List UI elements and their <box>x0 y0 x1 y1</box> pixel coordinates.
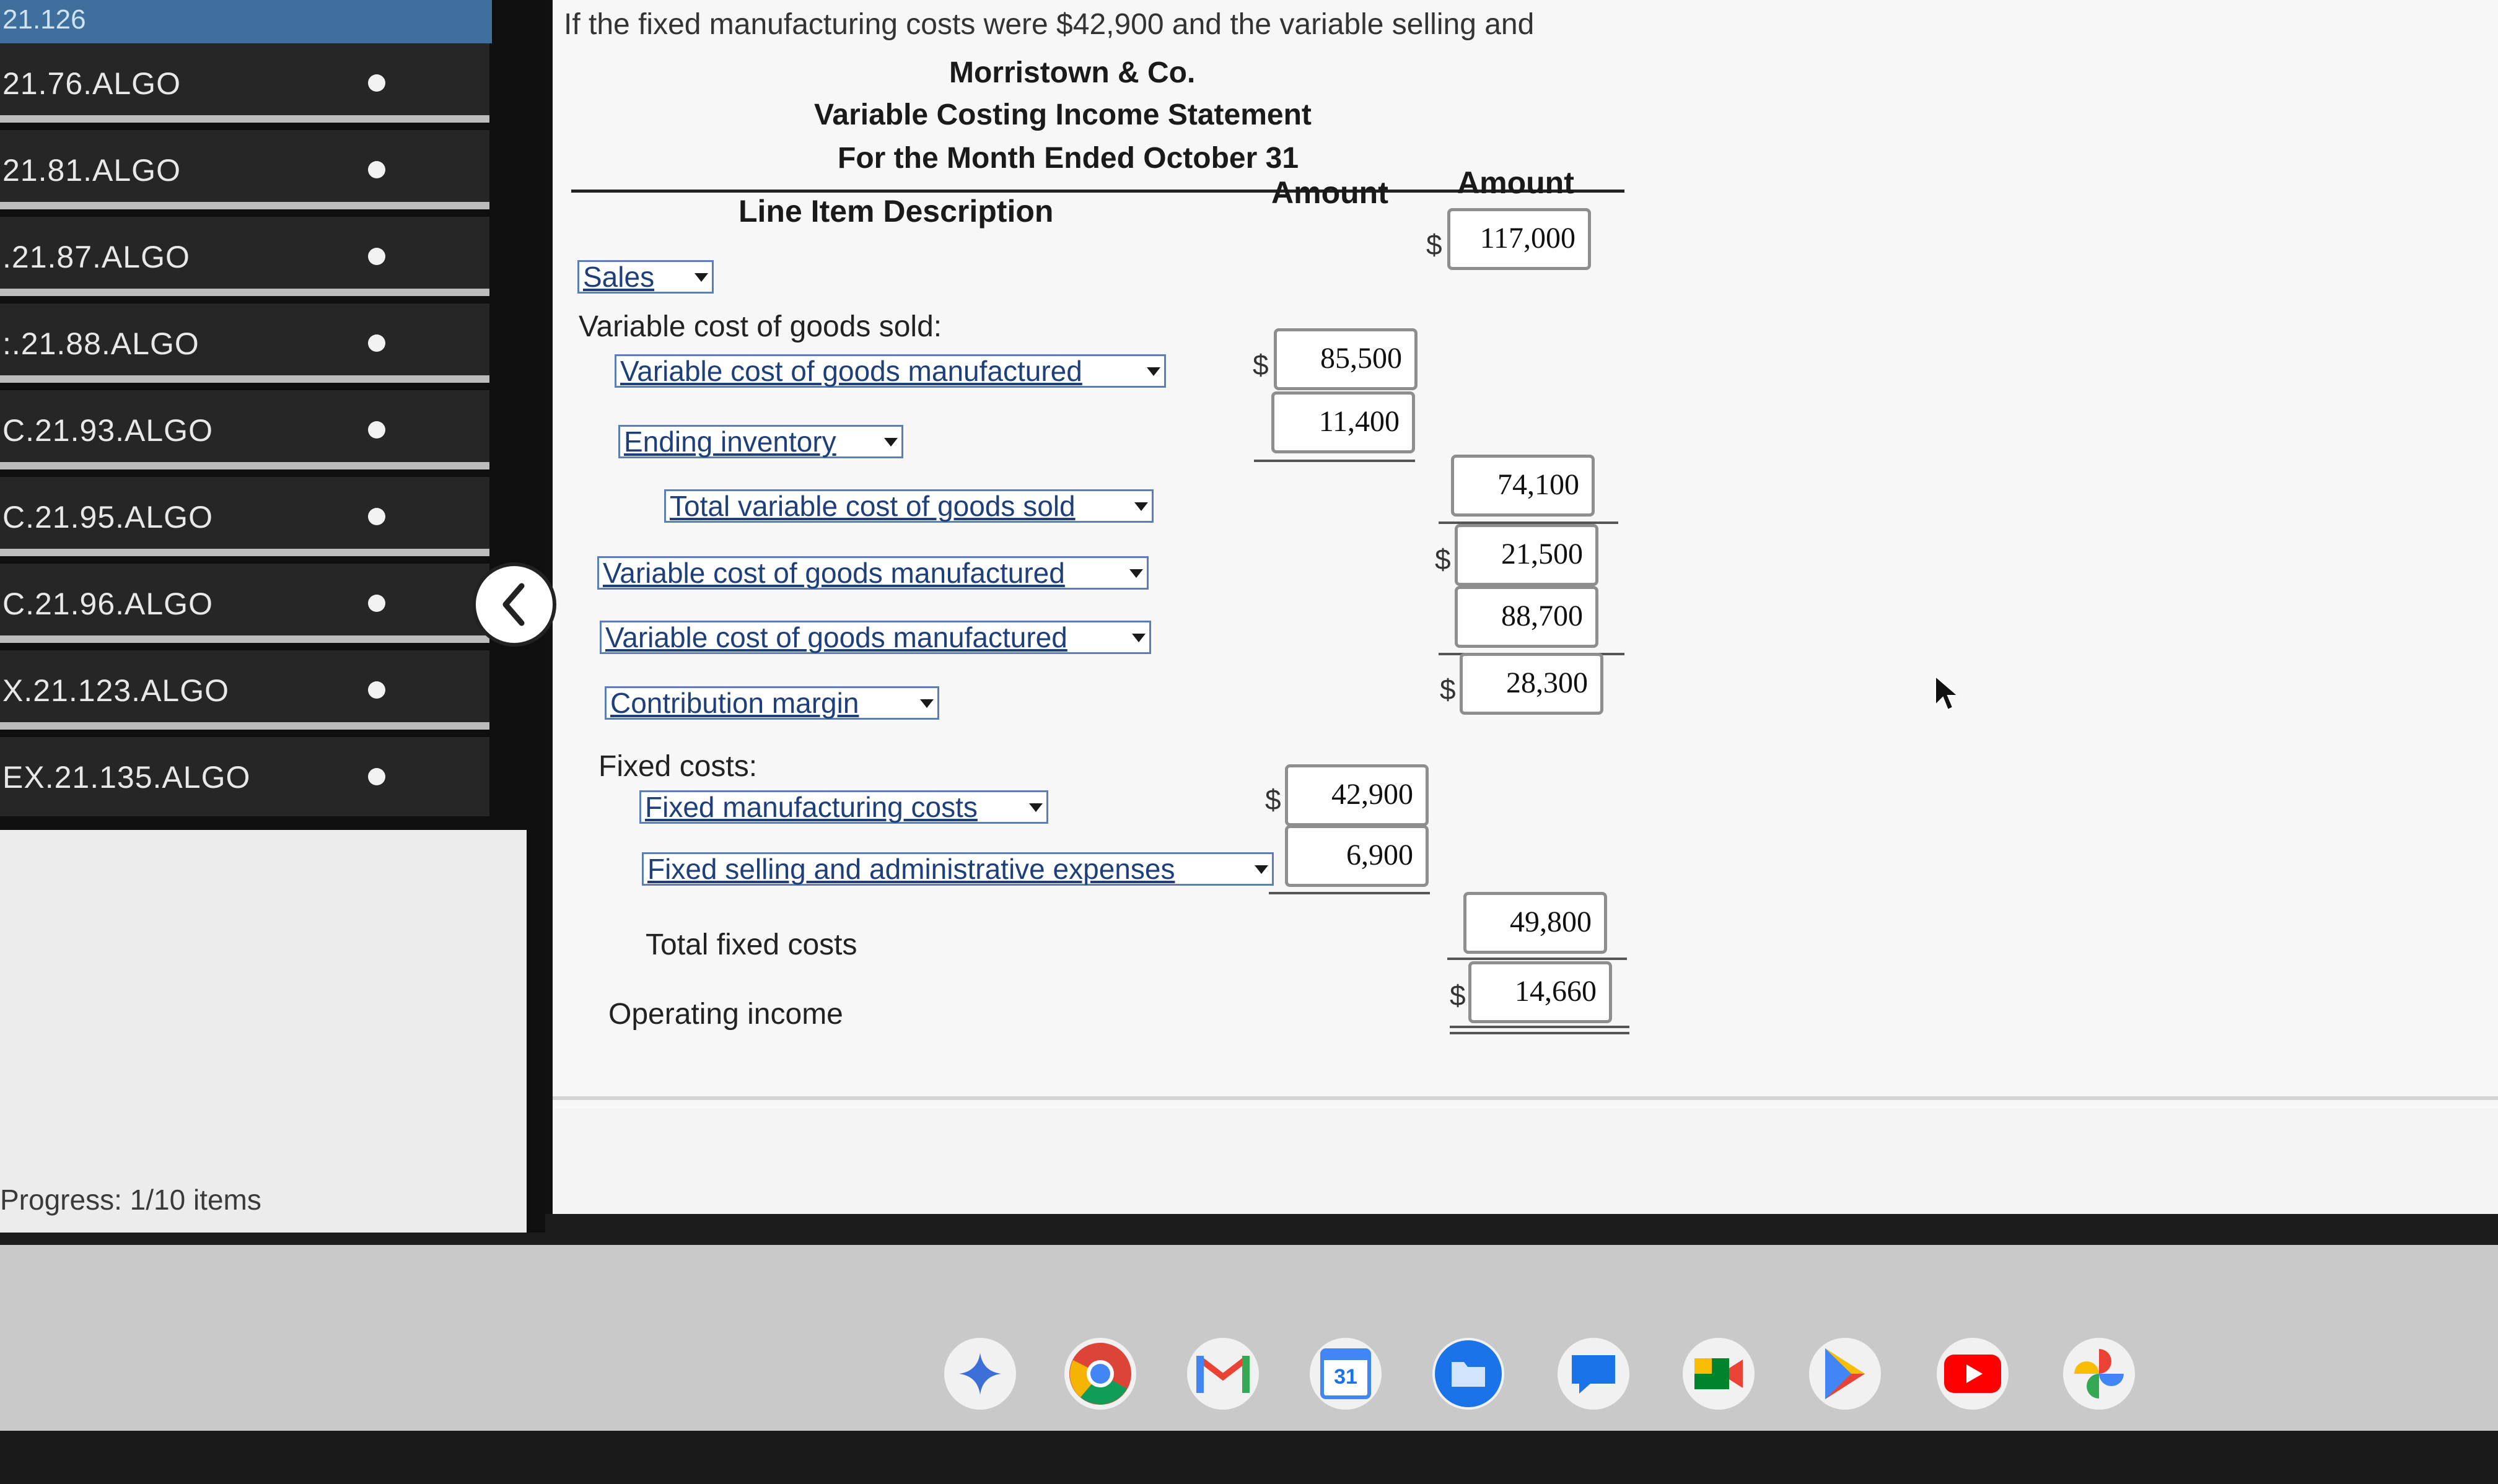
double-rule <box>1450 1032 1629 1034</box>
column-header-amount: Amount <box>1457 165 1574 200</box>
line-item-select[interactable] <box>642 852 1274 886</box>
select-value: Fixed selling and administrative expenses <box>647 853 1175 885</box>
line-item-select[interactable] <box>600 621 1151 654</box>
statement-period: For the Month Ended October 31 <box>838 142 1299 175</box>
gemini-icon[interactable] <box>944 1338 1016 1410</box>
chevron-left-icon <box>496 580 533 629</box>
play-store-icon[interactable] <box>1809 1338 1881 1410</box>
select-value: Variable cost of goods manufactured <box>620 355 1082 387</box>
sidebar-item-label: 21.81.ALGO <box>2 153 181 188</box>
sidebar-item-label: X.21.123.ALGO <box>2 673 230 708</box>
select-value: Sales <box>583 261 655 293</box>
chevron-down-icon <box>884 438 898 447</box>
sidebar-item-label: 21.126 <box>2 4 86 35</box>
sidebar-item[interactable] <box>0 217 489 296</box>
amount-input[interactable]: 11,400 <box>1271 391 1415 453</box>
line-item-select[interactable] <box>639 790 1048 824</box>
files-icon[interactable] <box>1432 1338 1504 1410</box>
dollar-sign: $ <box>1426 229 1442 261</box>
sidebar-item-top[interactable] <box>0 0 492 43</box>
sidebar-item-label: :.21.88.ALGO <box>2 326 199 361</box>
section-label: Fixed costs: <box>598 750 758 783</box>
sidebar-item-label: C.21.96.ALGO <box>2 587 213 621</box>
dollar-sign: $ <box>1253 349 1269 381</box>
status-dot-icon <box>368 248 385 265</box>
double-rule <box>1450 1026 1629 1028</box>
progress-text: Progress: 1/10 items <box>0 1184 261 1216</box>
dollar-sign: $ <box>1440 673 1456 705</box>
chevron-down-icon <box>1147 367 1160 376</box>
status-dot-icon <box>368 161 385 178</box>
sidebar-item-label: .21.87.ALGO <box>2 240 190 274</box>
calendar-day: 31 <box>1334 1365 1357 1389</box>
dollar-sign: $ <box>1265 783 1281 816</box>
status-dot-icon <box>368 74 385 92</box>
assignment-sidebar <box>0 0 545 1233</box>
line-item-select[interactable] <box>618 425 903 458</box>
sidebar-item-label: EX.21.135.ALGO <box>2 760 251 795</box>
dollar-sign: $ <box>1435 543 1451 575</box>
chevron-down-icon <box>1132 634 1146 642</box>
operating-income-label: Operating income <box>608 998 843 1031</box>
mouse-cursor-icon <box>1934 675 1959 712</box>
sidebar-item-label: 21.76.ALGO <box>2 66 181 101</box>
sidebar-item[interactable] <box>0 564 489 643</box>
meet-icon[interactable] <box>1683 1338 1755 1410</box>
status-dot-icon <box>368 508 385 525</box>
column-header-description: Line Item Description <box>738 194 1054 229</box>
chevron-down-icon <box>1255 865 1268 874</box>
status-dot-icon <box>368 595 385 612</box>
sidebar-item-label: C.21.93.ALGO <box>2 413 213 448</box>
status-dot-icon <box>368 681 385 699</box>
column-header-amount: Amount <box>1271 175 1388 210</box>
subtotal-rule <box>1269 892 1430 894</box>
select-value: Total variable cost of goods sold <box>670 490 1076 522</box>
select-value: Contribution margin <box>610 687 859 719</box>
amount-input[interactable]: 14,660 <box>1468 961 1612 1023</box>
calendar-icon[interactable] <box>1310 1338 1382 1410</box>
question-text: If the fixed manufacturing costs were $42,900 and the variable selling and <box>564 8 1535 41</box>
sidebar-footer <box>0 830 527 1233</box>
amount-input[interactable]: 88,700 <box>1455 586 1598 648</box>
select-value: Ending inventory <box>624 426 836 458</box>
chevron-down-icon <box>1134 502 1148 511</box>
total-fixed-costs-label: Total fixed costs <box>646 928 857 961</box>
youtube-icon[interactable] <box>1937 1338 2009 1410</box>
sidebar-item[interactable] <box>0 303 489 383</box>
status-dot-icon <box>368 768 385 785</box>
sidebar-item-label: C.21.95.ALGO <box>2 500 213 535</box>
amount-input[interactable]: 49,800 <box>1463 892 1607 954</box>
statement-title: Variable Costing Income Statement <box>814 98 1312 131</box>
company-name: Morristown & Co. <box>949 56 1196 89</box>
sidebar-item[interactable] <box>0 130 489 209</box>
sidebar-item[interactable] <box>0 43 489 123</box>
chevron-down-icon <box>695 273 708 282</box>
line-item-select[interactable] <box>597 556 1149 590</box>
line-item-select[interactable] <box>664 489 1154 523</box>
taskbar <box>0 1245 2498 1431</box>
amount-input[interactable]: 6,900 <box>1285 825 1429 887</box>
subtotal-rule <box>1447 958 1627 960</box>
amount-input[interactable]: 117,000 <box>1447 208 1591 270</box>
amount-input[interactable]: 74,100 <box>1451 455 1595 517</box>
line-item-select[interactable] <box>615 354 1166 388</box>
chevron-down-icon <box>1129 569 1143 578</box>
amount-input[interactable]: 28,300 <box>1460 653 1603 715</box>
chevron-down-icon <box>920 699 934 708</box>
status-dot-icon <box>368 421 385 439</box>
line-item-select[interactable] <box>577 260 714 294</box>
collapse-sidebar-button[interactable] <box>472 562 556 647</box>
select-value: Variable cost of goods manufactured <box>603 557 1065 589</box>
sidebar-item[interactable] <box>0 477 489 556</box>
amount-input[interactable]: 42,900 <box>1285 764 1429 826</box>
amount-input[interactable]: 21,500 <box>1455 524 1598 586</box>
question-panel <box>545 0 2498 1214</box>
chevron-down-icon <box>1029 803 1043 812</box>
section-label: Variable cost of goods sold: <box>579 310 942 343</box>
select-value: Fixed manufacturing costs <box>645 791 978 823</box>
chrome-icon[interactable] <box>1064 1338 1136 1410</box>
photos-icon[interactable] <box>2063 1338 2135 1410</box>
sidebar-item[interactable] <box>0 650 489 730</box>
sidebar-item[interactable] <box>0 390 489 469</box>
dollar-sign: $ <box>1450 979 1466 1011</box>
status-dot-icon <box>368 334 385 352</box>
amount-input[interactable]: 85,500 <box>1274 328 1418 390</box>
chat-icon[interactable] <box>1558 1338 1629 1410</box>
screen-bezel <box>0 1431 2498 1484</box>
line-item-select[interactable] <box>605 686 939 720</box>
sidebar-item[interactable] <box>0 737 489 816</box>
gmail-icon[interactable] <box>1187 1338 1259 1410</box>
subtotal-rule <box>1254 460 1415 462</box>
divider <box>553 1096 2498 1100</box>
select-value: Variable cost of goods manufactured <box>605 621 1067 653</box>
